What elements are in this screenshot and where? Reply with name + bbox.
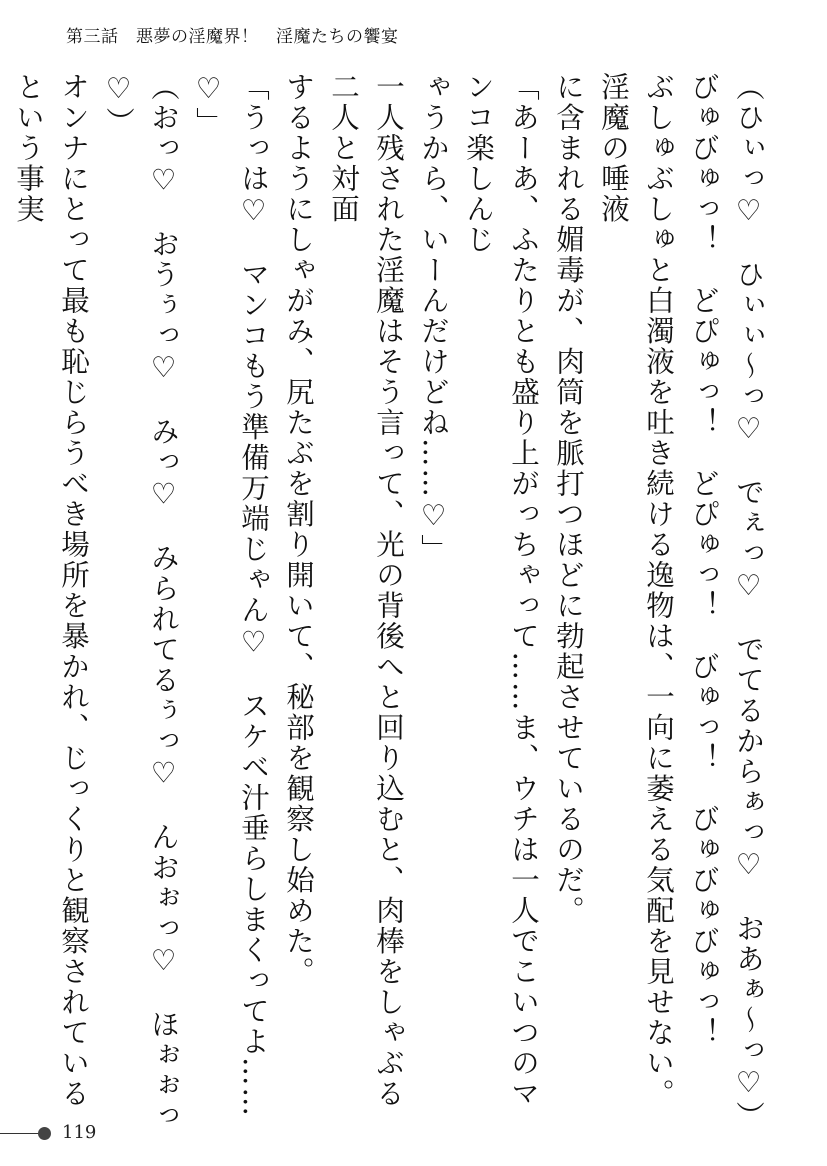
page-number: 119: [62, 1122, 97, 1143]
footer-dot-icon: [38, 1127, 51, 1140]
body-text: [12, 72, 771, 1132]
text-line: （ひぃっ♡ ひぃぃ～っ♡ でぇっ♡ でてるからぁっ♡ おあぁ～っ♡）: [732, 72, 765, 1132]
running-header: 第三話 悪夢の淫魔界！ 淫魔たちの饗宴: [66, 27, 399, 47]
text-line: ぶしゅぶしゅと白濁液を吐き続ける逸物は、一向に萎える気配を見せない。淫魔の唾液: [597, 72, 675, 1109]
text-line: ゃうから、いーんだけどね……♡」: [417, 72, 450, 565]
text-line: するようにしゃがみ、尻たぶを割り開いて、秘部を観察し始めた。: [282, 72, 315, 987]
text-line: （おっ♡ おうぅっ♡ みっ♡ みられてるぅっ♡ んおぉっ♡ ほぉぉっ♡）: [102, 72, 180, 1132]
text-line: 「あーあ、ふたりとも盛り上がっちゃって……ま、ウチは一人でこいつのマンコ楽しんじ: [462, 72, 540, 1109]
text-line: びゅびゅっ！ どぴゅっ！ どぴゅっ！ びゅっ！ びゅびゅびゅっ！: [687, 72, 720, 1048]
text-line: オンナにとって最も恥じらうべき場所を暴かれ、じっくりと観察されているという事実: [12, 72, 90, 1109]
text-line: 「うっは♡ マンコもう準備万端じゃん♡ スケベ汁垂らしまくってよ……♡」: [192, 72, 270, 1118]
text-line: 一人残された淫魔はそう言って、光の背後へと回り込むと、肉棒をしゃぶる二人と対面: [327, 72, 405, 1109]
text-line: [0, 72, 6, 1132]
text-line: に含まれる媚毒が、肉筒を脈打つほどに勃起させているのだ。: [552, 72, 585, 926]
footer-rule: [0, 1133, 40, 1134]
